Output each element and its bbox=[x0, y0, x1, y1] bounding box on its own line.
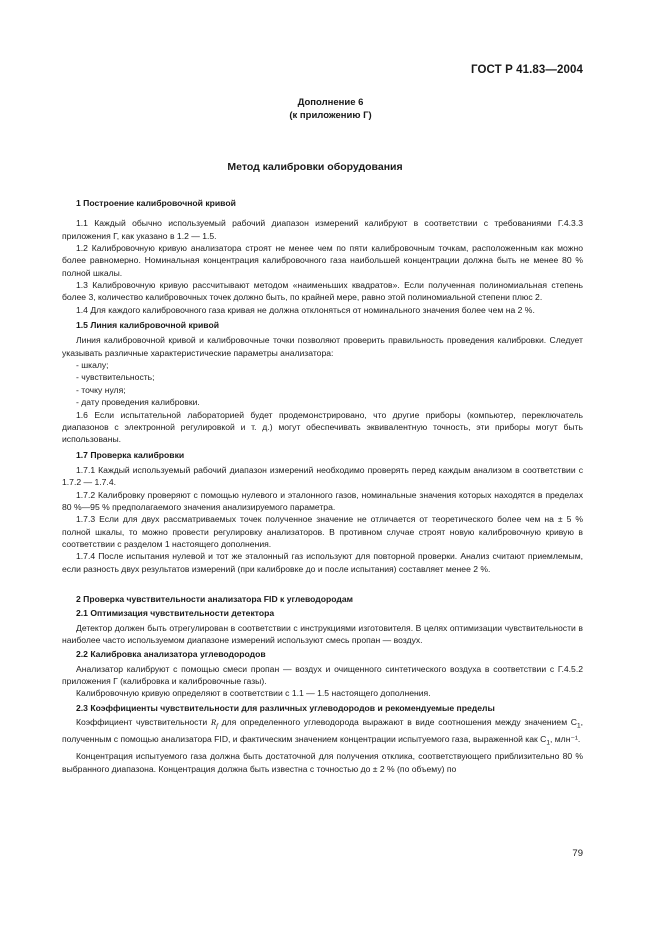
appendix-reference: (к приложению Г) bbox=[289, 110, 372, 121]
appendix-label: Дополнение 6 bbox=[297, 97, 364, 108]
paragraph-1-6: 1.6 Если испытательной лабораторией будет продемонстрировано, что другие приборы (компьютер, переключатель диапазонов с электронной регулировкой и т. д.) могут обеспечивать эквивалентную точность, эти приборы могут быть использованы. bbox=[62, 409, 583, 445]
paragraph-2-1: Детектор должен быть отрегулирован в соответствии с инструкциями изготовителя. В целях оптимизации чувствительности в наиболее часто используемом диапазоне измерений используют смесь пропан — воздух. bbox=[62, 622, 583, 645]
list-item: - шкалу; bbox=[76, 360, 109, 371]
section-2-heading: 2 Проверка чувствительности анализатора FID к углеводородам bbox=[76, 593, 353, 604]
page-number: 79 bbox=[572, 848, 583, 859]
subsection-2-1-heading: 2.1 Оптимизация чувствительности детектора bbox=[76, 608, 275, 619]
paragraph-2-3b: Концентрация испытуемого газа должна быть достаточной для получения отклика, соответствующего приблизительно 80 % выбранного диапазона. Концентрация должна быть известна с точностью до ± 2 % (по объему) по bbox=[62, 751, 583, 774]
document-number: ГОСТ Р 41.83—2004 bbox=[471, 64, 583, 76]
paragraph-2-2a: Анализатор калибруют с помощью смеси пропан — воздух и очищенного синтетического воздуха в соответствии с Г.4.5.2 приложения Г (калибровка и калибровочные газы). bbox=[62, 663, 583, 687]
paragraph-1-2: 1.2 Калибровочную кривую анализатора строят не менее чем по пяти калибровочным точкам, расположенным как можно более равномерно. Номинальная концентрация калибровочного газа наибольшей концентрации должна быть не менее 80 % полной шкалы. bbox=[62, 243, 583, 278]
paragraph-1-1: 1.1 Каждый обычно используемый рабочий диапазон измерений калибруют в соответствии с требованиями Г.4.3.3 приложения Г, как указано в 1.2 — 1.5. bbox=[62, 218, 583, 241]
paragraph-2-2b: Калибровочную кривую определяют в соответствии с 1.1 — 1.5 настоящего дополнения. bbox=[76, 688, 431, 699]
subsection-1-5-heading: 1.5 Линия калибровочной кривой bbox=[76, 320, 219, 331]
response-factor-symbol: $R_f$ bbox=[210, 717, 218, 730]
document-body bbox=[62, 197, 583, 775]
subsection-2-2-heading: 2.2 Калибровка анализатора углеводородов bbox=[76, 649, 266, 660]
section-1-heading: 1 Построение калибровочной кривой bbox=[76, 198, 236, 208]
list-item: - точку нуля; bbox=[76, 384, 126, 395]
subsection-1-7-heading: 1.7 Проверка калибровки bbox=[76, 449, 185, 460]
paragraph-1-7-2: 1.7.2 Калибровку проверяют с помощью нулевого и эталонного газов, номинальные значения которых находятся в пределах 80 %—95 % предполагаемого значения анализируемого параметра. bbox=[62, 489, 583, 512]
paragraph-1-4: 1.4 Для каждого калибровочного газа кривая не должна отклоняться от номинального значения более чем на 2 %. bbox=[76, 304, 535, 315]
paragraph-1-7-3: 1.7.3 Если для двух рассматриваемых точек полученное значение не отличается от теоретического более чем на ± 5 % полной шкалы, то можно провести регулировку анализаторов. В противном случае строят новую калибровочную кривую в соответствии с разделом 1 настоящего дополнения. bbox=[62, 514, 583, 549]
page-title: Метод калибровки оборудования bbox=[227, 161, 403, 173]
paragraph-1-3: 1.3 Калибровочную кривую рассчитывают методом «наименьших квадратов». Если полученная полиномиальная степень более 3, количество калибровочных точек должно быть, по крайней мере, равно этой полиномиальной степени плюс 2. bbox=[62, 280, 583, 303]
paragraph-1-7-1: 1.7.1 Каждый используемый рабочий диапазон измерений необходимо проверять перед каждым анализом в соответствии с 1.7.2 — 1.7.4. bbox=[62, 464, 583, 488]
paragraph-1-5: Линия калибровочной кривой и калибровочные точки позволяют проверить правильность проведения калибровки. Следует указывать различные характеристические параметры анализатора: bbox=[62, 335, 583, 358]
subsection-2-3-heading: 2.3 Коэффициенты чувствительности для различных углеводородов и рекомендуемые пределы bbox=[76, 702, 495, 713]
paragraph-1-7-4: 1.7.4 После испытания нулевой и тот же эталонный газ используют для повторной проверки. Анализ считают приемлемым, если разность двух результатов измерений (при калибровке до и после испытания) составляет менее 2 %. bbox=[62, 551, 583, 574]
list-item: - дату проведения калибровки. bbox=[76, 397, 200, 408]
paragraph-2-3a: Коэффициент чувствительности $R_f$ для определенного углеводорода выражают в виде соотношения между значением $С_1$, полученным с помощью анализатора FID, и фактическим значением концентрации испытуемого газа, выраженной как $С_1$, млн⁻¹. bbox=[62, 717, 584, 747]
list-item: - чувствительность; bbox=[76, 372, 155, 383]
